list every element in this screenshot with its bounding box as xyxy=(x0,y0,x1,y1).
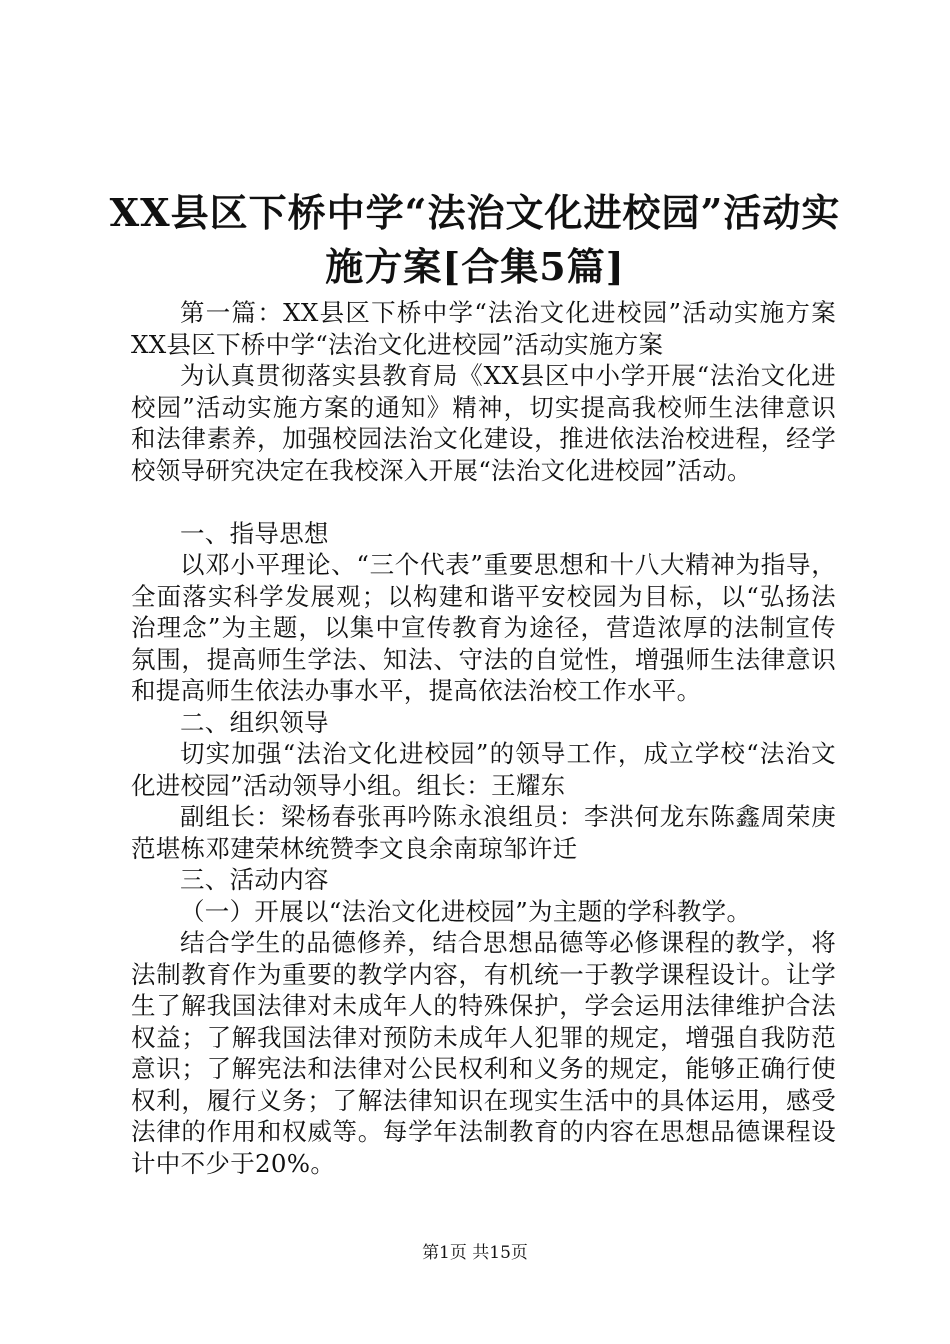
paragraph-teaching: 结合学生的品德修养，结合思想品德等必修课程的教学，将法制教育作为重要的教学内容，有机统一于教学课程设计。让学生了解我国法律对未成年人的特殊保护，学会运用法律维护合法权益；了解我国法律对预防未成年人犯罪的规定，增强自我防范意识；了解宪法和法律对公民权利和义务的规定，能够正确行使权利，履行义务；了解法律知识在现实生活中的具体运用，感受法律的作用和权威等。每学年法制教育的内容在思想品德课程设计中不少于20%。 xyxy=(131,928,836,1178)
section-heading-organization: 二、组织领导 xyxy=(180,707,329,737)
paragraph-blank xyxy=(131,486,836,518)
paragraph-part-one-heading: 第一篇：XX县区下桥中学“法治文化进校园”活动实施方案XX县区下桥中学“法治文化进校园”活动实施方案 xyxy=(131,298,837,359)
paragraph-organization: 切实加强“法治文化进校园”的领导工作，成立学校“法治文化进校园”活动领导小组。组长：王耀东 xyxy=(131,739,836,800)
document-title-line-1: XX县区下桥中学“法治文化进校园”活动实 xyxy=(109,190,841,235)
document-body xyxy=(131,297,836,1179)
paragraph-guiding-ideology: 以邓小平理论、“三个代表”重要思想和十八大精神为指导，全面落实科学发展观；以构建和谐平安校园为目标，以“弘扬法治理念”为主题，以集中宣传教育为途径，营造浓厚的法制宣传氛围，提高师生学法、知法、守法的自觉性，增强师生法律意识和提高师生依法办事水平，提高依法治校工作水平。 xyxy=(131,550,836,705)
document-title-line-2: 施方案[合集5篇] xyxy=(325,244,625,289)
paragraph-intro: 为认真贯彻落实县教育局《XX县区中小学开展“法治文化进校园”活动实施方案的通知》精神，切实提高我校师生法律意识和法律素养，加强校园法治文化建设，推进依法治校进程，经学校领导研究决定在我校深入开展“法治文化进校园”活动。 xyxy=(131,361,836,485)
section-heading-guiding-ideology: 一、指导思想 xyxy=(180,518,329,548)
subsection-heading-teaching: （一）开展以“法治文化进校园”为主题的学科教学。 xyxy=(180,896,752,926)
page-number-footer: 第1页 共15页 xyxy=(422,1243,528,1263)
paragraph-members: 副组长：梁杨春张再吟陈永浪组员：李洪何龙东陈鑫周荣庚范堪栋邓建荣林统赞李文良余南琼邹许迁 xyxy=(131,802,836,863)
section-heading-activities: 三、活动内容 xyxy=(180,865,329,894)
